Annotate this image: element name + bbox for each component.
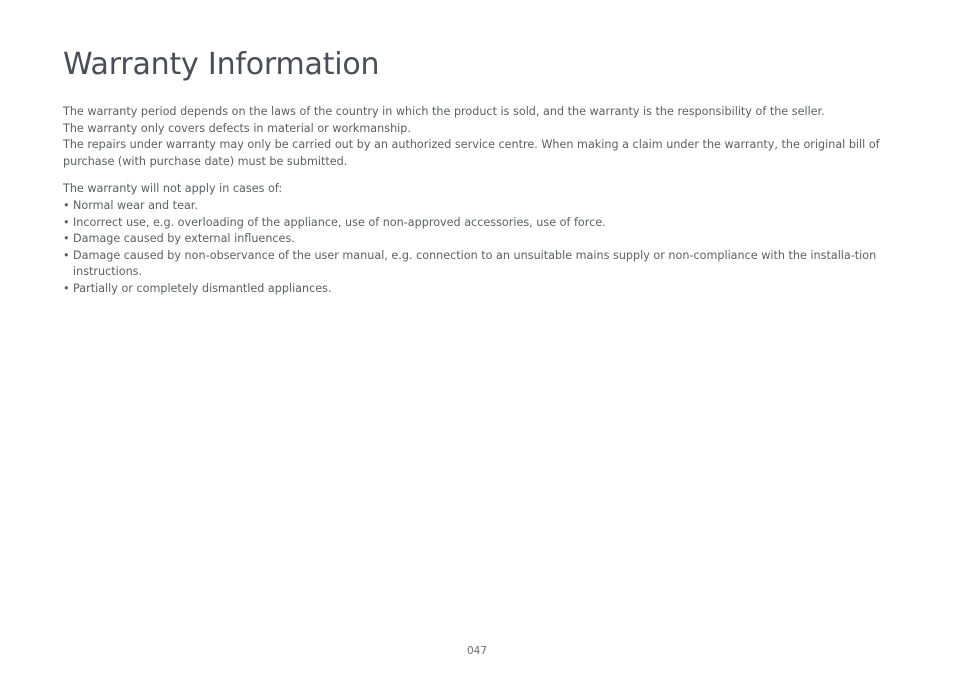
exclusions-list [63, 198, 895, 298]
warranty-repairs-text: The repairs under warranty may only be carried out by an authorized service centre. When making a claim under the warranty, the original bill of purchase (with purchase date) must be submitted. [63, 138, 880, 168]
exclusion-text: Damage caused by non-observance of the user manual, e.g. connection to an unsuitable mains supply or non-compliance with the installa-tion instructions. [73, 248, 877, 279]
bullet-icon: • [63, 232, 70, 246]
page-title: Warranty Information [63, 47, 380, 82]
exclusion-text: Incorrect use, e.g. overloading of the appliance, use of non-approved accessories, use of force. [73, 215, 606, 229]
exclusions-intro: The warranty will not apply in cases of: [63, 182, 283, 196]
exclusion-text: Normal wear and tear. [73, 198, 198, 212]
bullet-icon: • [63, 248, 70, 262]
bullet-icon: • [63, 215, 70, 229]
warranty-terms [63, 104, 895, 170]
list-item [63, 215, 895, 232]
warranty-page [63, 44, 895, 298]
list-item [63, 198, 895, 215]
list-item [63, 231, 895, 248]
warranty-exclusions [63, 181, 895, 297]
list-item [63, 281, 895, 298]
page-number: 047 [466, 645, 488, 657]
bullet-icon: • [63, 281, 70, 295]
exclusion-text: Damage caused by external influences. [73, 232, 295, 246]
warranty-period-text: The warranty period depends on the laws of the country in which the product is sold, and the warranty is the responsibility of the seller. [63, 105, 825, 118]
warranty-coverage-text: The warranty only covers defects in material or workmanship. [63, 121, 411, 135]
list-item [63, 248, 895, 281]
exclusion-text: Partially or completely dismantled appliances. [73, 281, 332, 295]
bullet-icon: • [63, 198, 70, 212]
